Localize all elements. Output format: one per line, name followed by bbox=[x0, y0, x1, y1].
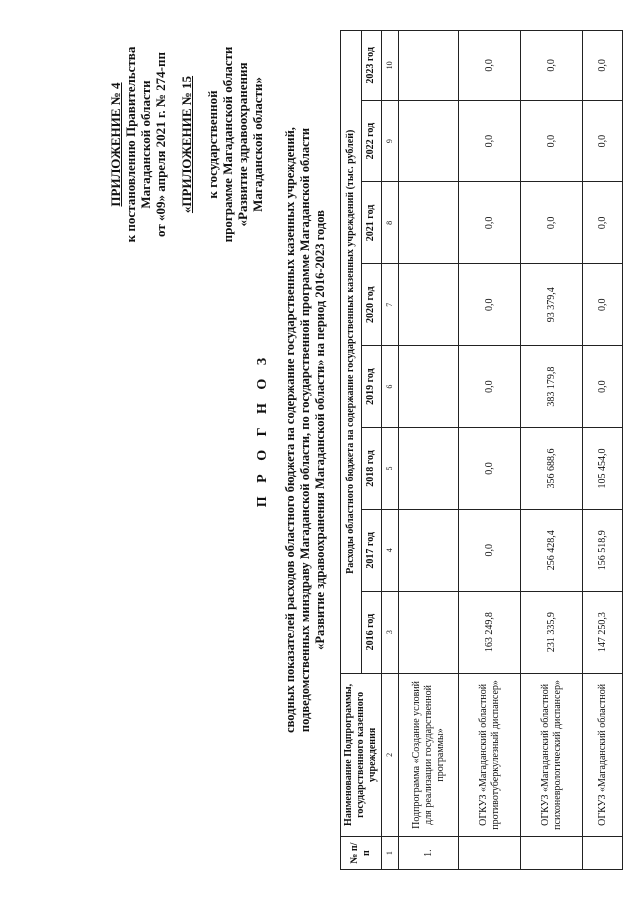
row-number bbox=[521, 837, 583, 870]
row-value: 0,0 bbox=[459, 264, 521, 346]
row-value: 105 454,0 bbox=[583, 428, 623, 510]
row-number bbox=[583, 837, 623, 870]
row-value bbox=[399, 428, 459, 510]
year-header: 2021 год bbox=[361, 182, 382, 264]
row-value: 256 428,4 bbox=[521, 509, 583, 591]
column-index: 10 bbox=[382, 31, 399, 101]
row-value: 163 249,8 bbox=[459, 591, 521, 673]
row-value bbox=[399, 31, 459, 101]
column-index: 2 bbox=[382, 673, 399, 837]
row-value: 147 250,3 bbox=[583, 591, 623, 673]
row-value: 0,0 bbox=[583, 346, 623, 428]
appendix-line: «Развитие здравоохранения bbox=[235, 62, 250, 227]
row-value: 0,0 bbox=[583, 264, 623, 346]
row-value bbox=[399, 509, 459, 591]
row-name: ОГКУЗ «Магаданский областной психоневрологический диспансер» bbox=[521, 673, 583, 837]
column-index: 8 bbox=[382, 182, 399, 264]
row-value: 0,0 bbox=[521, 100, 583, 182]
table-row bbox=[459, 31, 521, 870]
row-name: Подпрограмма «Создание условий для реализации государственной программы» bbox=[399, 673, 459, 837]
row-number: 1. bbox=[399, 837, 459, 870]
year-header: 2016 год bbox=[361, 591, 382, 673]
column-index: 5 bbox=[382, 428, 399, 510]
table-row bbox=[399, 31, 459, 870]
row-value bbox=[399, 264, 459, 346]
row-value: 0,0 bbox=[459, 31, 521, 101]
row-value: 356 688,6 bbox=[521, 428, 583, 510]
expenses-group-header: Расходы областного бюджета на содержание государственных казенных учреждений (тыс. рублей) bbox=[341, 31, 362, 674]
row-value bbox=[399, 182, 459, 264]
row-value: 383 179,8 bbox=[521, 346, 583, 428]
row-value bbox=[399, 591, 459, 673]
row-value: 0,0 bbox=[583, 31, 623, 101]
document-title: П Р О Г Н О З bbox=[255, 352, 270, 508]
row-value: 231 335,9 bbox=[521, 591, 583, 673]
row-value: 0,0 bbox=[459, 182, 521, 264]
appendix-line: Магаданской области bbox=[138, 80, 153, 209]
row-value: 0,0 bbox=[459, 346, 521, 428]
row-value: 93 379,4 bbox=[521, 264, 583, 346]
year-header: 2020 год bbox=[361, 264, 382, 346]
heading-line: «Развитие здравоохранения Магаданской области» на период 2016-2023 годов bbox=[313, 210, 327, 650]
appendix-line: от «09» апреля 2021 г. № 274-пп bbox=[153, 52, 168, 237]
forecast-table bbox=[340, 30, 623, 870]
header-row bbox=[341, 31, 362, 870]
column-index: 7 bbox=[382, 264, 399, 346]
col-name-header: Наименование Подпрограммы, государственного казенного учреждения bbox=[341, 673, 382, 837]
column-index: 3 bbox=[382, 591, 399, 673]
year-header: 2019 год bbox=[361, 346, 382, 428]
row-value: 0,0 bbox=[459, 509, 521, 591]
appendix-line: Магаданской области» bbox=[250, 77, 265, 212]
heading-line: подведомственных минздраву Магаданской области, по государственной программе Магаданской области bbox=[298, 127, 312, 733]
appendix-line: программе Магаданской области bbox=[220, 46, 235, 243]
row-value: 0,0 bbox=[583, 182, 623, 264]
appendix-subtitle: «ПРИЛОЖЕНИЕ № 15 bbox=[179, 75, 194, 214]
row-name: ОГКУЗ «Магаданский областной bbox=[583, 673, 623, 837]
row-value: 0,0 bbox=[521, 182, 583, 264]
appendix-line: к государственной bbox=[205, 90, 220, 199]
row-value: 0,0 bbox=[521, 31, 583, 101]
row-value: 0,0 bbox=[583, 100, 623, 182]
document-heading bbox=[255, 105, 328, 755]
table-row bbox=[583, 31, 623, 870]
year-header: 2017 год bbox=[361, 509, 382, 591]
appendix-title: ПРИЛОЖЕНИЕ № 4 bbox=[108, 82, 123, 207]
heading-line: сводных показателей расходов областного бюджета на содержание государственных казенных учреждений, bbox=[283, 127, 297, 733]
column-index: 9 bbox=[382, 100, 399, 182]
column-index: 6 bbox=[382, 346, 399, 428]
row-name: ОГКУЗ «Магаданский областной противотуберкулезный диспансер» bbox=[459, 673, 521, 837]
appendix-line: к постановлению Правительства bbox=[123, 46, 138, 243]
row-value bbox=[399, 100, 459, 182]
appendix-block bbox=[108, 32, 265, 257]
row-value: 0,0 bbox=[459, 428, 521, 510]
year-header: 2022 год bbox=[361, 100, 382, 182]
year-header: 2023 год bbox=[361, 31, 382, 101]
row-value: 0,0 bbox=[459, 100, 521, 182]
row-value: 156 518,9 bbox=[583, 509, 623, 591]
row-number bbox=[459, 837, 521, 870]
table-row bbox=[521, 31, 583, 870]
column-index: 4 bbox=[382, 509, 399, 591]
column-index: 1 bbox=[382, 837, 399, 870]
column-index-row bbox=[382, 31, 399, 870]
year-header: 2018 год bbox=[361, 428, 382, 510]
col-num-header: № п/п bbox=[341, 837, 382, 870]
row-value bbox=[399, 346, 459, 428]
